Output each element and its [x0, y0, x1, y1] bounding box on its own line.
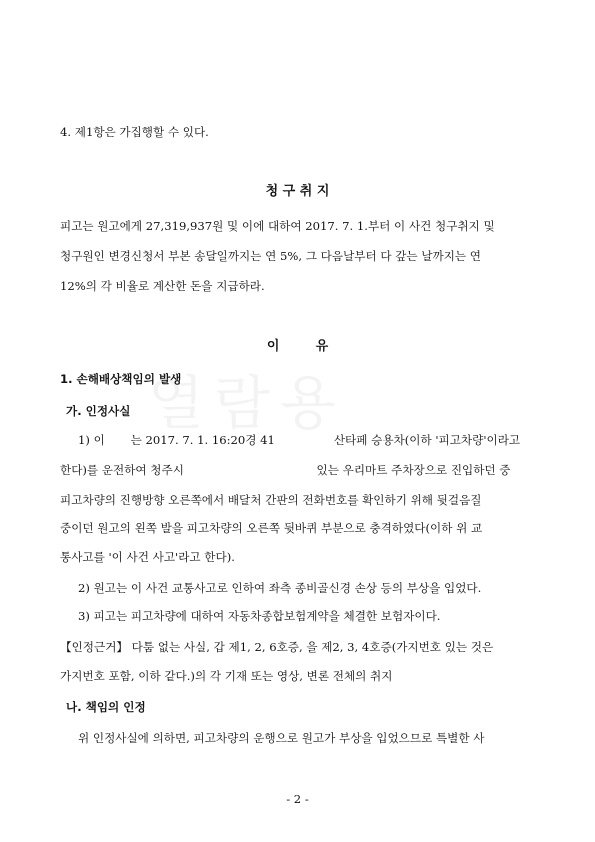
- basis-line-1: 【인정근거】 다툼 없는 사실, 갑 제1, 2, 6호증, 을 제2, 3, 4호증(가지번호 있는 것은: [60, 640, 494, 654]
- page-number: - 2 -: [286, 792, 309, 806]
- claim-line-1: 피고는 원고에게 27,319,937원 및 이에 대하여 2017. 7. 1.부터 이 사건 청구취지 및: [60, 219, 495, 233]
- fact-2: 2) 원고는 이 사건 교통사고로 인하여 좌측 종비골신경 손상 등의 부상을 입었다.: [78, 581, 482, 595]
- fact-1-line-4: 중이던 원고의 왼쪽 발을 피고차량의 오른쪽 뒷바퀴 부분으로 충격하였다(이하 위 교: [60, 521, 483, 535]
- claim-heading: 청 구 취 지: [265, 184, 330, 199]
- fact-3: 3) 피고는 피고차량에 대하여 자동차종합보험계약을 체결한 보험자이다.: [78, 609, 441, 623]
- watermark: [148, 356, 346, 440]
- claim-line-2: 청구원인 변경신청서 부본 송달일까지는 연 5%, 그 다음날부터 다 갚는 날까지는 연: [60, 249, 482, 263]
- section-1-title: 1. 손해배상책임의 발생: [60, 372, 182, 386]
- item-4: 4. 제1항은 가집행할 수 있다.: [60, 125, 209, 139]
- basis-line-2: 가지번호 포함, 이하 같다.)의 각 기재 또는 영상, 변론 전체의 취지: [60, 669, 393, 683]
- section-1-ga-title: 가. 인정사실: [66, 404, 131, 418]
- reason-heading: 이 유: [266, 339, 329, 354]
- fact-1-line-2: 한다)를 운전하여 청주시 있는 우리마트 주차장으로 진입하던 중: [60, 463, 511, 477]
- claim-line-3: 12%의 각 비율로 계산한 돈을 지급하라.: [60, 279, 265, 293]
- fact-1-line-3: 피고차량의 진행방향 오른쪽에서 배달처 간판의 전화번호를 확인하기 위해 뒷걸음질: [60, 493, 482, 507]
- liability-line: 위 인정사실에 의하면, 피고차량의 운행으로 원고가 부상을 입었으므로 특별한 사: [78, 731, 485, 745]
- section-1-na-title: 나. 책임의 인정: [66, 700, 146, 714]
- fact-1-line-1: 1) 이 는 2017. 7. 1. 16:20경 41 산타페 승용차(이하 '피고차량'이라고: [78, 433, 521, 447]
- fact-1-line-5: 통사고를 '이 사건 사고'라고 한다).: [60, 550, 235, 564]
